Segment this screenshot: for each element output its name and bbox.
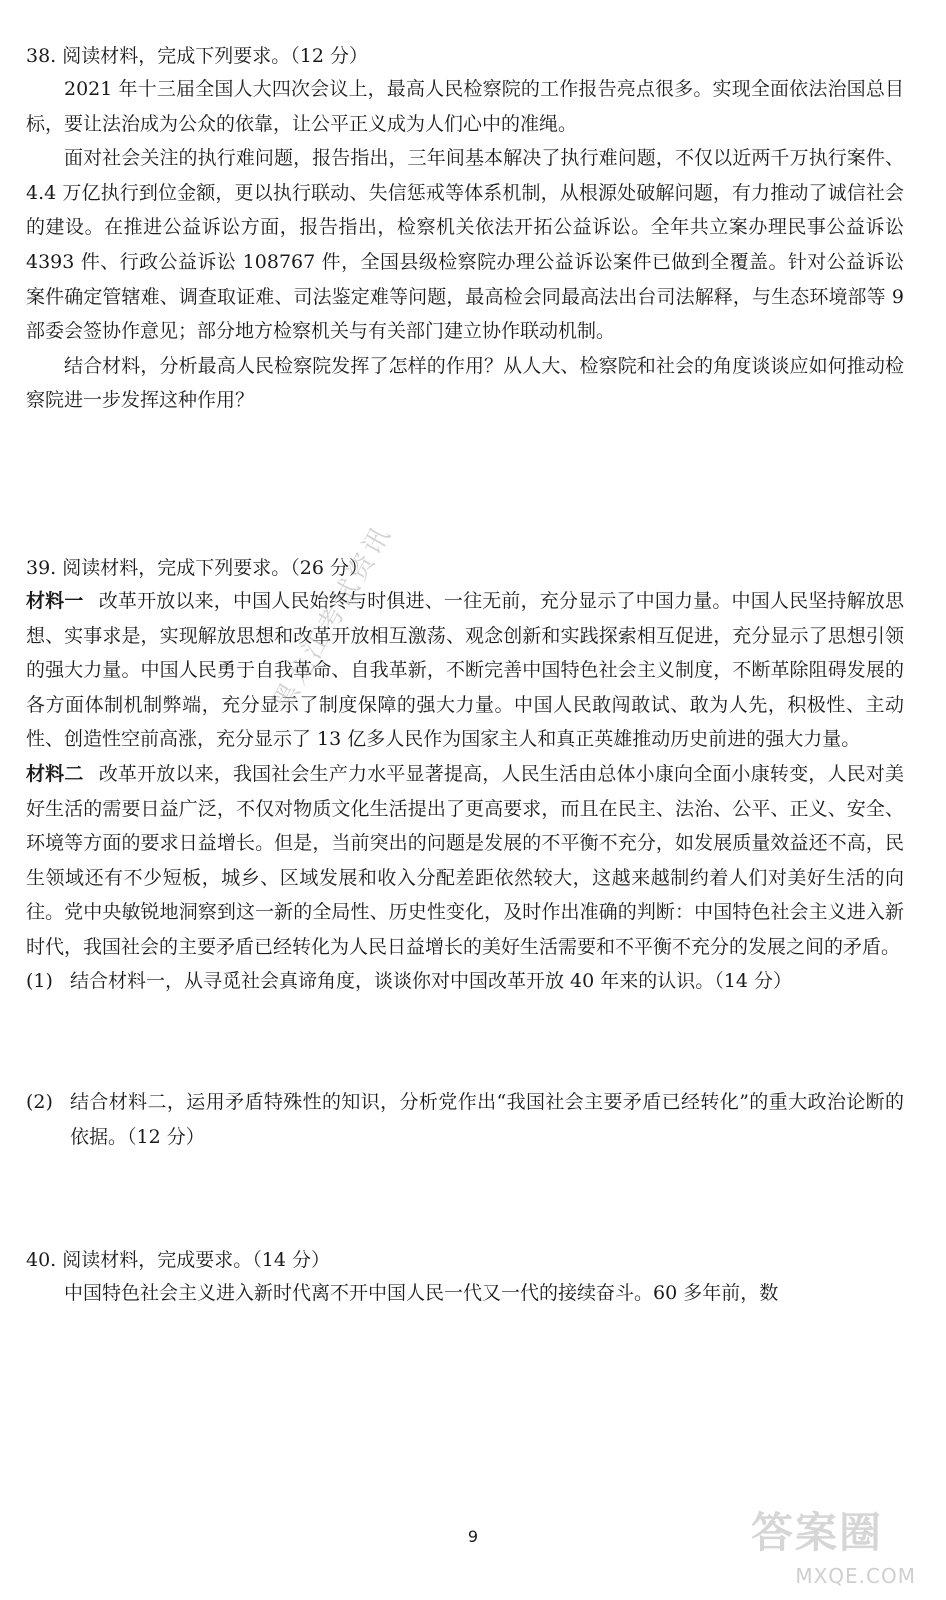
sub-question-number: (2) [26,1091,53,1114]
material-2-text: 改革开放以来，我国社会生产力水平显著提高，人民生活由总体小康向全面小康转变，人民对美好生活的需要日益广泛，不仅对物质文化生活提出了更高要求，而且在民主、法治、公平、正义、安全、环境等方面的要求日益增长。但是，当前突出的问题是发展的不平衡不充分，如发展质量效益还不高，民生领域还有不少短板，城乡、区域发展和收入分配差距依然较大，这越来越制约着人们对美好生活的向往。党中央敏锐地洞察到这一新的全局性、历史性变化，及时作出准确的判断：中国特色社会主义进入新时代，我国社会的主要矛盾已经转化为人民日益增长的美好生活需要和不平衡不充分的发展之间的矛盾。 [26,762,904,958]
site-logo [741,1500,916,1588]
material-1-text: 改革开放以来，中国人民始终与时俱进、一往无前，充分显示了中国力量。中国人民坚持解放思想、实事求是，实现解放思想和改革开放相互激荡、观念创新和实践探索相互促进，充分显示了思想引领的强大力量。中国人民勇于自我革命、自我革新，不断完善中国特色社会主义制度，不断革除阻碍发展的各方面体制机制弊端，充分显示了制度保障的强大力量。中国人民敢闯敢试、敢为人先，积极性、主动性、创造性空前高涨，充分显示了 13 亿多人民作为国家主人和真正英雄推动历史前进的强大力量。 [26,589,904,751]
sub-question-number: (1) [26,970,53,993]
sub-question-text: 结合材料一，从寻觅社会真谛角度，谈谈你对中国改革开放 40 年来的认识。（14 分） [70,970,792,993]
material-1-label: 材料一 [26,589,84,612]
q39-material-1 [26,584,904,757]
q40-para: 中国特色社会主义进入新时代离不开中国人民一代又一代的接续奋斗。60 多年前，数 [64,1282,779,1305]
q39-heading: 39. 阅读材料，完成下列要求。（26 分） [26,556,368,579]
page-number: 9 [467,1527,479,1546]
q38-para-1: 2021 年十三届全国人大四次会议上，最高人民检察院的工作报告亮点很多。实现全面依法治国总目标，要让法治成为公众的依靠，让公平正义成为人们心中的准绳。 [26,78,904,135]
q39-sub-question-1 [26,964,904,999]
q39-material-2 [26,757,904,965]
logo-site-text: MXQE.COM [795,1564,916,1588]
watermark-text: 黑龙江考试资讯 [267,519,399,716]
logo-mark: 答案圈 [751,1508,884,1557]
q38-question: 结合材料，分析最高人民检察院发挥了怎样的作用？从人大、检察院和社会的角度谈谈应如何推动检察院进一步发挥这种作用？ [26,354,904,412]
material-2-label: 材料二 [26,762,84,785]
answer-space [26,999,904,1085]
q39-sub-question-2 [26,1085,904,1154]
q40-heading: 40. 阅读材料，完成要求。（14 分） [26,1249,330,1272]
answer-space [26,418,904,552]
q38-heading: 38. 阅读材料，完成下列要求。（12 分） [26,45,368,67]
q38-para-2: 面对社会关注的执行难问题，报告指出，三年间基本解决了执行难问题，不仅以近两千万执行案件、4.4 万亿执行到位金额，更以执行联动、失信惩戒等体系机制，从根源处破解问题，有力推动了诚信社会的建设。在推进公益诉讼方面，报告指出，检察机关依法开拓公益诉讼。全年共立案办理民事公益诉讼 4393 件、行政公益诉讼 108767 件，全国县级检察院办理公益诉讼案件已做到全覆盖。针对公益诉讼案件确定管辖难、调查取证难、司法鉴定难等问题，最高检会同最高法出台司法解释，与生态环境部等 9 部委会签协作意见；部分地方检察机关与有关部门建立协作联动机制。 [26,147,904,343]
exam-page [26,40,904,1311]
sub-question-text: 结合材料二，运用矛盾特殊性的知识，分析党作出“我国社会主要矛盾已经转化”的重大政治论断的依据。（12 分） [70,1091,904,1148]
answer-space [26,1154,904,1244]
